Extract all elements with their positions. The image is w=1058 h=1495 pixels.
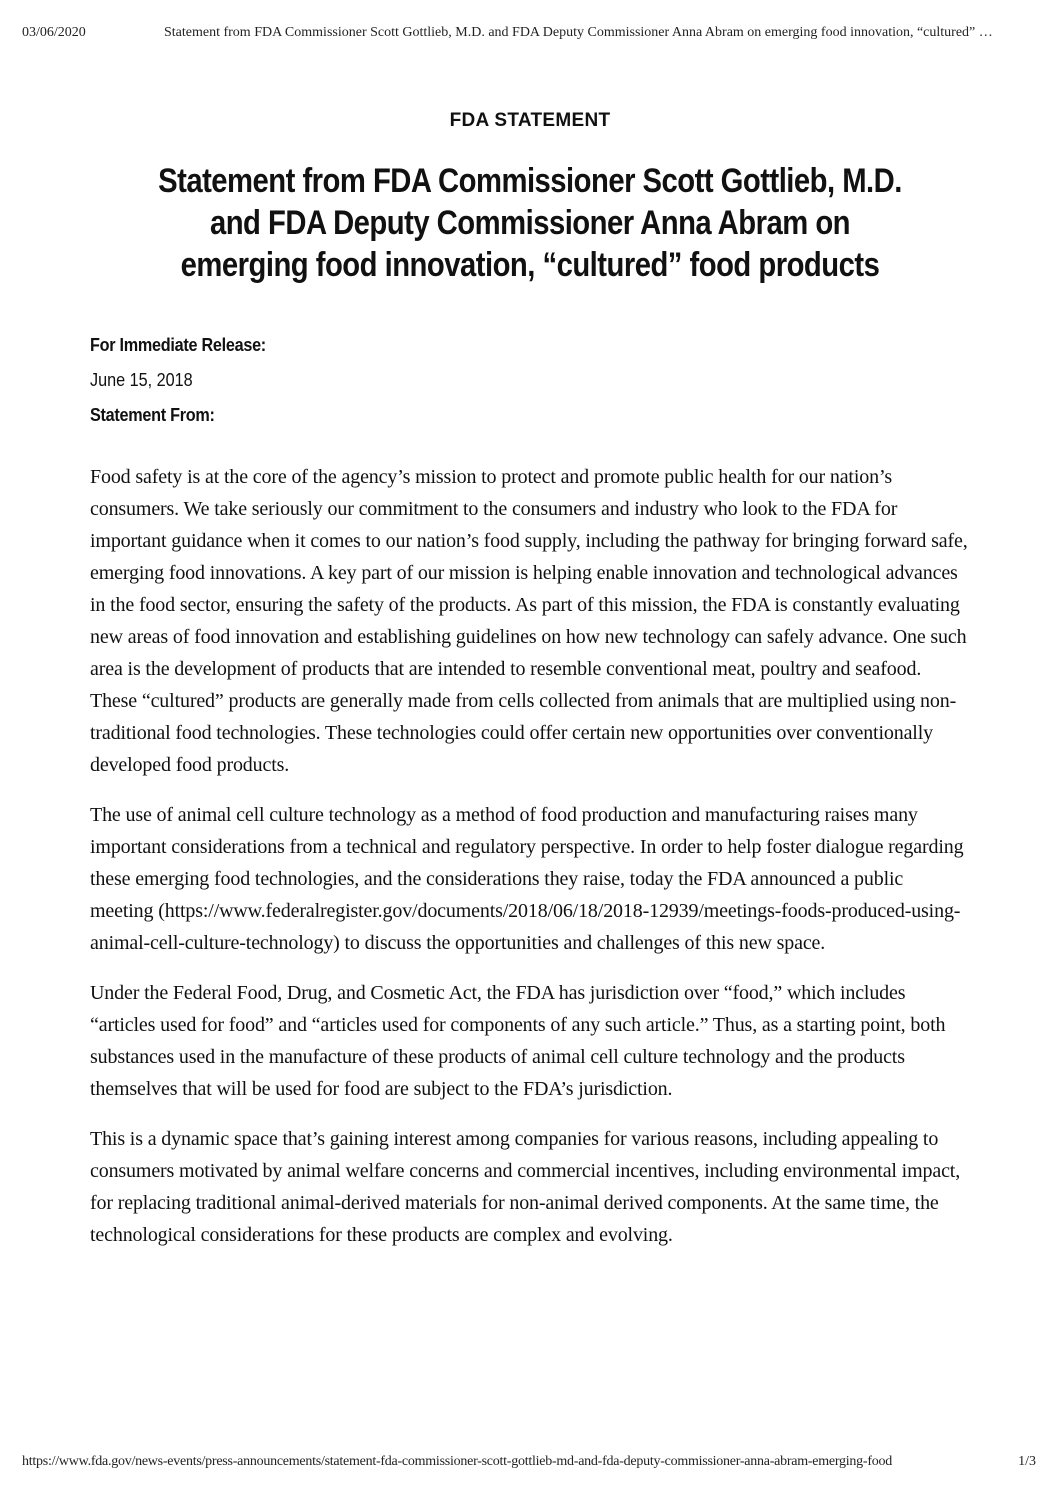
- article-body: [90, 461, 970, 1251]
- body-paragraph: The use of animal cell culture technology as a method of food production and manufacturing raises many important considerations from a technical and regulatory perspective. In order to help foster dialogue regarding these emerging food technologies, and the considerations they raise, today the FDA announced a public meeting (https://www.federalregister.gov/documents/2018/06/18/2018-12939/meetings-foods-produced-using-animal-cell-culture-technology) to discuss the opportunities and challenges of this new space.: [90, 804, 964, 954]
- release-label: For Immediate Release:: [90, 335, 266, 355]
- article-kicker: FDA STATEMENT: [449, 110, 611, 131]
- body-paragraph: Food safety is at the core of the agency’s mission to protect and promote public health for our nation’s consumers. We take seriously our commitment to the consumers and industry who look to the FDA for important guidance when it comes to our nation’s food supply, including the pathway for bringing forward safe, emerging food innovations. A key part of our mission is helping enable innovation and technological advances in the food sector, ensuring the safety of the products. As part of this mission, the FDA is constantly evaluating new areas of food innovation and establishing guidelines on how new technology can safely advance. One such area is the development of products that are intended to resemble conventional meat, poultry and seafood. These “cultured” products are generally made from cells collected from animals that are multiplied using non-traditional food technologies. These technologies could offer certain new opportunities over conventionally developed food products.: [90, 466, 968, 776]
- print-date: 03/06/2020: [22, 25, 86, 40]
- page-number: 1/3: [1018, 1454, 1036, 1469]
- body-paragraph: Under the Federal Food, Drug, and Cosmetic Act, the FDA has jurisdiction over “food,” which includes “articles used for food” and “articles used for components of any such article.” Thus, as a starting point, both substances used in the manufacture of these products of animal cell culture technology and the products themselves that will be used for food are subject to the FDA’s jurisdiction.: [90, 982, 946, 1100]
- release-meta: [90, 328, 970, 433]
- body-paragraph: This is a dynamic space that’s gaining interest among companies for various reasons, including appealing to consumers motivated by animal welfare concerns and commercial incentives, including environmental impact, for replacing traditional animal-derived materials for non-animal derived components. At the same time, the technological considerations for these products are complex and evolving.: [90, 1128, 961, 1246]
- article: [90, 108, 970, 1269]
- article-title: Statement from FDA Commissioner Scott Gottlieb, M.D. and FDA Deputy Commissioner Anna Abram on emerging food innovation, “cultured” food products: [158, 162, 902, 284]
- print-page-title: Statement from FDA Commissioner Scott Gottlieb, M.D. and FDA Deputy Commissioner Anna Abram on emerging food innovation, “cultured” …: [164, 25, 993, 40]
- page-url-link[interactable]: https://www.fda.gov/news-events/press-announcements/statement-fda-commissioner-scott-gottlieb-md-and-fda-deputy-commissioner-anna-abram-emerging-food: [22, 1454, 892, 1469]
- release-date: June 15, 2018: [90, 370, 193, 390]
- statement-from-label: Statement From:: [90, 405, 215, 425]
